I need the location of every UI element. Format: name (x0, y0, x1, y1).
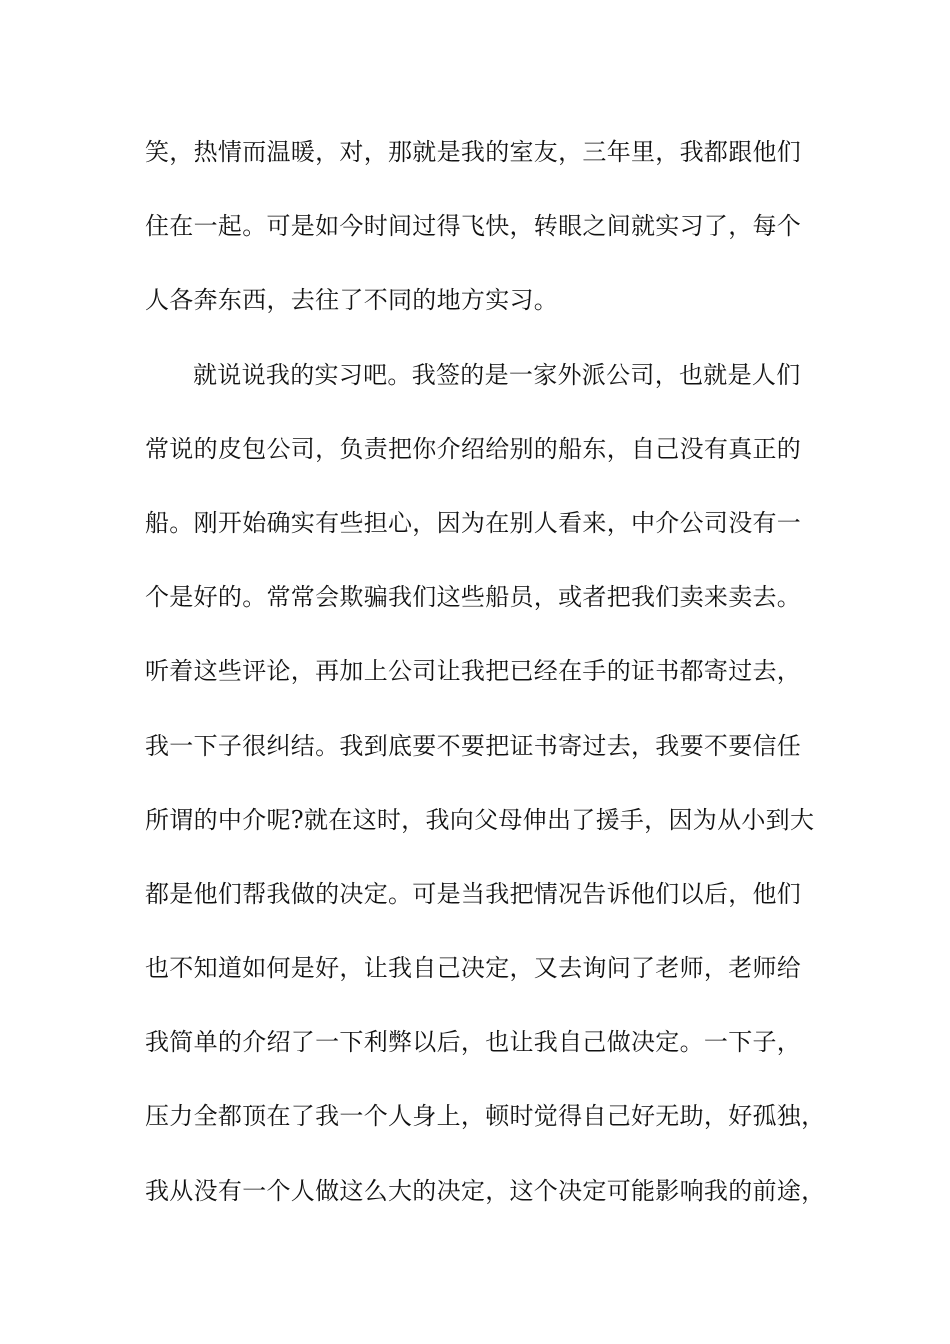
text-line: 我简单的介绍了一下利弊以后，也让我自己做决定。一下子， (145, 1028, 802, 1057)
text-line: 听着这些评论，再加上公司让我把已经在手的证书都寄过去， (145, 657, 802, 686)
text-line: 住在一起。可是如今时间过得飞快，转眼之间就实习了，每个 (145, 212, 802, 241)
text-line: 个是好的。常常会欺骗我们这些船员，或者把我们卖来卖去。 (145, 583, 802, 612)
paragraph-first-line: 就说说我的实习吧。我签的是一家外派公司，也就是人们 (193, 360, 801, 389)
text-line: 压力全都顶在了我一个人身上，顿时觉得自己好无助，好孤独， (145, 1102, 826, 1131)
text-line: 常说的皮包公司，负责把你介绍给别的船东，自己没有真正的 (145, 434, 802, 463)
text-line: 都是他们帮我做的决定。可是当我把情况告诉他们以后，他们 (145, 879, 802, 908)
text-line: 人各奔东西，去往了不同的地方实习。 (145, 286, 559, 315)
text-line: 也不知道如何是好，让我自己决定，又去询问了老师，老师给 (145, 954, 802, 983)
text-line: 所谓的中介呢?就在这时，我向父母伸出了援手，因为从小到大 (145, 805, 815, 834)
text-line: 笑，热情而温暖，对，那就是我的室友，三年里，我都跟他们 (145, 138, 802, 166)
text-line: 我从没有一个人做这么大的决定，这个决定可能影响我的前途， (145, 1176, 826, 1205)
text-line: 我一下子很纠结。我到底要不要把证书寄过去，我要不要信任 (145, 731, 802, 760)
text-line: 船。刚开始确实有些担心，因为在别人看来，中介公司没有一 (145, 508, 802, 537)
body-text (145, 128, 825, 1241)
